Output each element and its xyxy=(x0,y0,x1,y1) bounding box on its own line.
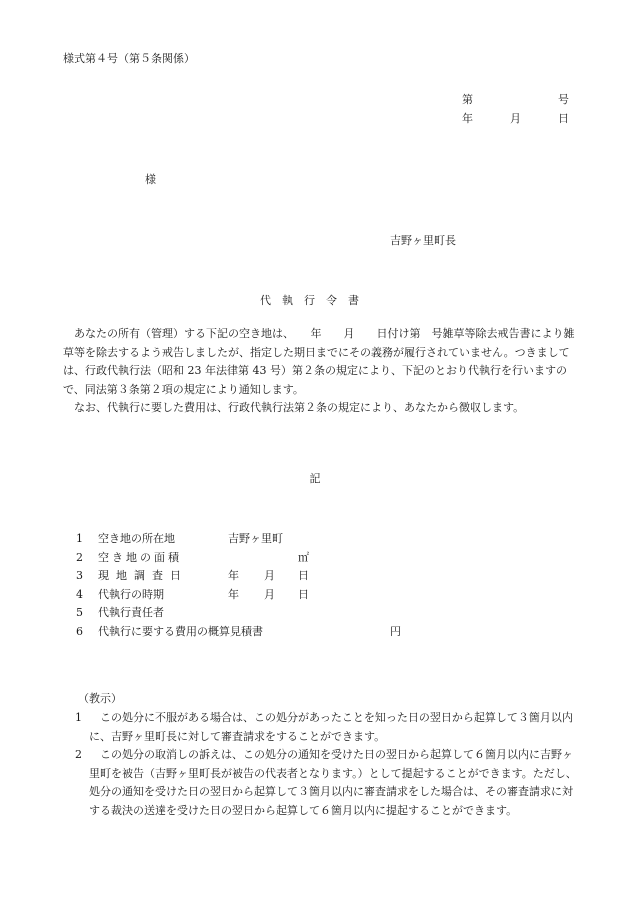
item-value: 吉野ヶ里町 xyxy=(228,532,283,545)
item-day: 日 xyxy=(298,569,309,582)
date-month: 月 xyxy=(510,112,521,125)
item-year: 年 xyxy=(228,587,239,601)
number-suffix: 号 xyxy=(558,93,569,106)
body-text xyxy=(63,325,578,418)
item-month: 月 xyxy=(264,587,275,601)
item-label: 空き地の面積 xyxy=(98,550,182,564)
notice-item-text: この処分の取消しの訴えは、この処分の通知を受けた日の翌日から起算して６箇月以内に吉野ヶ里町を被告（吉野ヶ里町長が被告の代表者となります。）として提起することができます。ただし、処分の通知を受けた日の翌日から起算して３箇月以内に審査請求をした場合は、その審査請求に対する裁決の送達を受けた日の翌日から起算して６箇月以内に提起することができます。 xyxy=(89,748,577,817)
item-number: 3 xyxy=(76,569,83,582)
document-title: 代執行令書 xyxy=(260,294,370,307)
form-number: 様式第４号（第５条関係） xyxy=(63,52,195,65)
date-year: 年 xyxy=(462,112,473,125)
item-label: 空き地の所在地 xyxy=(98,532,175,545)
notice-item-text: この処分に不服がある場合は、この処分があったことを知った日の翌日から起算して３箇月以内に、吉野ヶ里町長に対して審査請求をすることができます。 xyxy=(89,711,573,743)
item-number: 4 xyxy=(76,587,83,601)
date-day: 日 xyxy=(558,112,569,125)
item-number: 6 xyxy=(76,624,83,638)
sender: 吉野ヶ里町長 xyxy=(390,234,456,247)
notice-item-number: 2 xyxy=(75,748,82,762)
notice-heading: （教示） xyxy=(78,692,122,705)
notice-item xyxy=(75,709,580,746)
item-label: 代執行責任者 xyxy=(98,606,164,619)
item-label: 現地調査日 xyxy=(98,569,188,582)
item-value: ㎡ xyxy=(298,550,309,564)
item-year: 年 xyxy=(228,569,239,582)
item-number: 1 xyxy=(76,532,83,545)
item-value: 円 xyxy=(390,624,401,638)
item-number: 5 xyxy=(76,606,83,619)
body-paragraph-2: なお、代執行に要した費用は、行政代執行法第２条の規定により、あなたから徴収します。 xyxy=(74,401,525,414)
item-month: 月 xyxy=(264,569,275,582)
item-number: 2 xyxy=(76,550,83,564)
item-day: 日 xyxy=(298,587,309,601)
number-prefix: 第 xyxy=(462,93,473,106)
notice-list xyxy=(75,709,580,821)
notice-item xyxy=(75,746,580,820)
body-paragraph-1: あなたの所有（管理）する下記の空き地は、 年 月 日付け第 号雑草等除去戒告書により雑草等を除去するよう戒告しましたが、指定した期日までにその義務が履行されていません。つきましては、行政代執行法（昭和 23 年法律第 43 号）第２条の規定により、下記のとおり代執行を行いますので、同法第３条第２項の規定により通知します。 xyxy=(63,327,575,396)
notice-item-number: 1 xyxy=(75,711,82,724)
item-label: 代執行に要する費用の概算見積書 xyxy=(98,624,263,638)
addressee: 様 xyxy=(145,173,156,186)
ki-heading: 記 xyxy=(309,472,321,485)
item-label: 代執行の時期 xyxy=(98,587,164,601)
